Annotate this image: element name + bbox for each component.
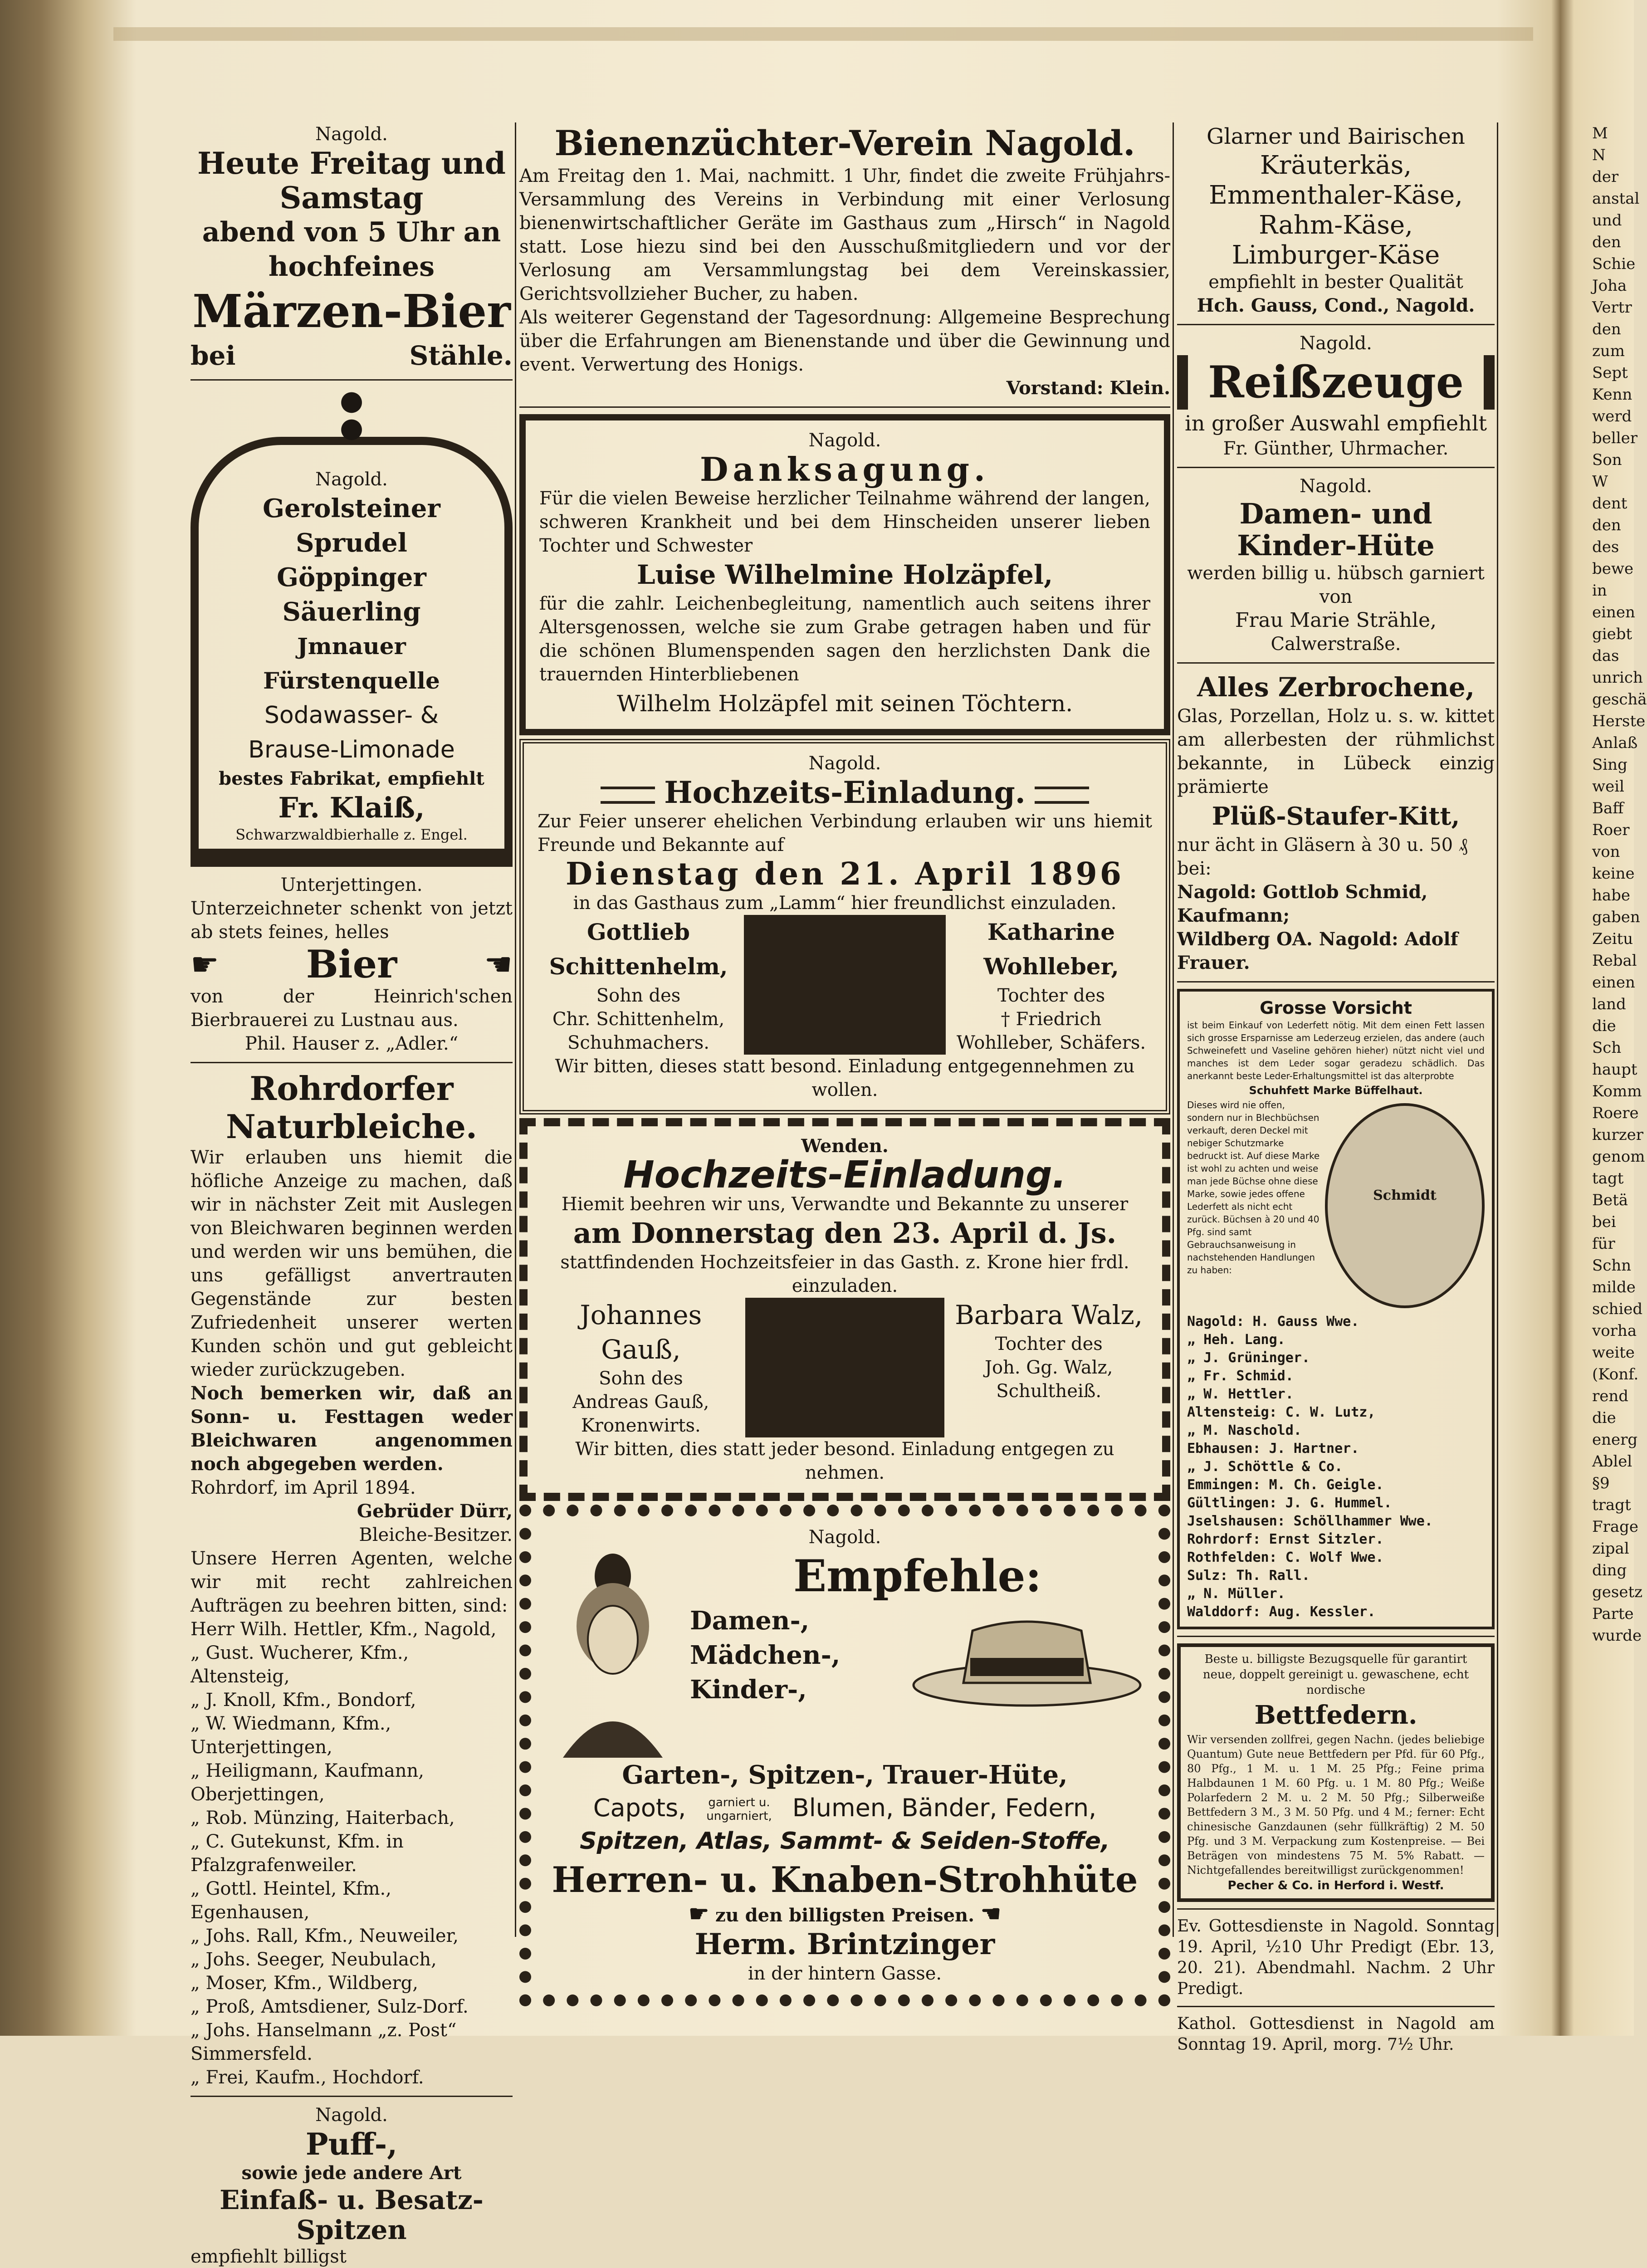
edge-text-fragment: Komm [1592,1082,1642,1100]
ad-date: am Donnerstag den 23. April d. Js. [573,1217,1117,1250]
agent-list-item: „ Johs. Seeger, Neubulach, [191,1949,437,1970]
agent-list-item: „ C. Gutekunst, Kfm. in Pfalzgrafenweiler. [191,1831,404,1876]
ad-line: Sohn des [599,1368,683,1389]
edge-text-fragment: kurzer [1592,1126,1644,1144]
ad-puff [191,2103,513,2268]
edge-text-fragment: unrich [1592,669,1643,687]
edge-text-fragment: schied [1592,1300,1643,1318]
edge-text-fragment: giebt [1592,625,1632,643]
ad-line: Einfaß- u. Besatz-Spitzen [220,2185,484,2245]
ad-line: Garten-, Spitzen-, Trauer-Hüte, [622,1760,1068,1790]
dealer-list-item: Emmingen: M. Ch. Geigle. [1187,1477,1384,1493]
ad-place: Nagold. [315,469,388,490]
dealer-list-item: „ M. Naschold. [1187,1422,1302,1438]
ornament-bar [1035,787,1089,804]
ad-line: Heute Freitag und [197,146,506,181]
ad-title: Puff-, [305,2126,398,2162]
edge-text-fragment: tragt [1592,1496,1631,1514]
ad-signature: Vorstand: Klein. [1006,377,1170,399]
ad-line: abend von 5 Uhr an [202,216,501,248]
edge-text-fragment: beller [1592,429,1638,447]
ad-line: empfiehlt in bester Qualität [1208,272,1463,293]
edge-text-fragment: Vertr [1592,298,1632,317]
edge-text-fragment: des [1592,538,1619,556]
edge-text-fragment: Betä [1592,1191,1628,1209]
edge-text-fragment: Roer [1592,821,1630,839]
edge-text-fragment: einen [1592,603,1635,621]
ad-kaese [1177,122,1495,318]
divider [1177,1636,1495,1637]
ad-title: Bienenzüchter-Verein Nagold. [554,123,1135,163]
ad-line: Damen-, [690,1606,810,1636]
edge-text-fragment: ding [1592,1561,1627,1579]
dealer-list-item: Jselshausen: Schöllhammer Wwe. [1187,1513,1433,1529]
edge-text-fragment: N [1592,146,1606,164]
ad-line: Tochter des [995,1334,1103,1354]
agent-list-item: „ J. Knoll, Kfm., Bondorf, [191,1690,416,1711]
edge-text-fragment: energ [1592,1431,1638,1449]
ad-reisszeuge [1177,332,1495,460]
edge-text-fragment: für [1592,1235,1615,1253]
ad-line: zu den billigsten Preisen. [715,1905,975,1926]
edge-text-fragment: Kenn [1592,386,1632,404]
ad-name: Schuhfett Marke Büffelhaut. [1249,1084,1423,1097]
agent-list-item: „ Gust. Wucherer, Kfm., Altensteig, [191,1642,409,1687]
pointing-hand-icon: ☚ [484,946,513,983]
ad-naturbleiche [191,1070,513,2089]
ad-signature: Fr. Günther, Uhrmacher. [1223,438,1449,459]
divider [744,915,946,1055]
edge-text-fragment: Son [1592,451,1622,469]
divider [1177,324,1495,325]
edge-text-fragment: zipal [1592,1540,1629,1558]
dealer-list-item: Ebhausen: J. Hartner. [1187,1441,1359,1457]
ad-title: Empfehle: [793,1550,1042,1602]
agent-list [191,1618,513,2089]
edge-text-fragment: gaben [1592,908,1640,926]
column-3 [1177,122,1495,2055]
ad-place: Nagold. [808,753,881,774]
ad-line: Beste u. billigste Bezugsquelle für garantirt neue, doppelt gereinigt u. gewaschene, echt nordische [1202,1652,1469,1697]
divider [1177,981,1495,982]
edge-text-fragment: Frage [1592,1518,1638,1536]
divider [519,406,1170,408]
ad-line: Gerolsteiner Sprudel [263,494,440,558]
agent-list-item: „ Rob. Münzing, Haiterbach, [191,1808,455,1828]
ad-place: Nagold. [808,430,881,451]
lady-portrait-icon [545,1549,681,1758]
ad-signature: Pecher & Co. in Herford i. Westf. [1227,1879,1444,1892]
ad-text: Wir versenden zollfrei, gegen Nachn. (jedes beliebige Quantum) Gute neue Bettfedern per Pfd. für 60 Pfg., 80 Pfg., 1 M. u. 1 M. 25 Pfg.; Feine prima Halbdaunen 1 M. 60 Pfg. u. 1 M. 80 Pfg.; Weiße Polarfedern 2 M. u. 2 M. 50 Pfg.; Silberweiße Bettfedern 3 M., 3 M. 50 Pfg. und 4 M.; ferner: Echt chinesische Ganzdaunen (sehr füllkräftig) 2 M. 50 Pfg. und 3 M. Verpackung zum Kostenpreise. — Bei Beträgen von mindestens 75 M. 5% Rabatt. — Nichtgefallendes bereitwilligst zurückgenommen! [1187,1733,1485,1877]
ad-title: Grosse Vorsicht [1260,998,1412,1018]
ad-line: Calwerstraße. [1271,634,1401,655]
edge-text-fragment: anstal [1592,190,1640,208]
edge-text-fragment: zum [1592,342,1625,360]
ad-name: Herm. Brintzinger [694,1927,995,1961]
agent-list-item: „ Heiligmann, Kaufmann, Oberjettingen, [191,1760,425,1805]
couple-names [541,1298,1149,1437]
ad-line: Jmnauer Fürstenquelle [263,633,440,694]
ad-name: Fr. Klaiß, [278,791,425,824]
ad-title: Hochzeits-Einladung. [664,775,1026,810]
edge-text-fragment: von [1592,843,1620,861]
agent-list-item: „ Johs. Rall, Kfm., Neuweiler, [191,1926,459,1946]
dealer-list-item: Rohrdorf: Ernst Sitzler. [1187,1531,1384,1547]
ad-bienenzuechter [519,122,1170,400]
divider [191,849,513,867]
ad-hochzeit-schittenhelm [519,739,1170,1114]
edge-text-fragment: den [1592,320,1621,338]
ad-place: Nagold. [315,124,388,145]
dealer-list-item: Altensteig: C. W. Lutz, [1187,1404,1376,1420]
ad-text: ist beim Einkauf von Lederfett nötig. Mit dem einen Fett lassen sich grosse Ersparnisse am Lederzeug erzielen, das andere (auch Schweinefett und Vaseline gehören hieher) nützt nicht viel und manches ist dem Leder sogar geradezu schädlich. Das anerkannt beste Leder-Erhaltungsmittel ist das alterprobte [1187,1020,1485,1081]
ad-line: Glarner und Bairischen [1207,124,1465,149]
edge-text-fragment: Anlaß [1592,734,1638,752]
ad-name: Luise Wilhelmine Holzäpfel, [636,559,1053,590]
edge-text-fragment: M [1592,124,1608,142]
ad-line: Tochter des [997,985,1105,1006]
pointing-hand-icon: ☚ [980,1900,1001,1927]
notice-kath-gottesdienst: Kathol. Gottesdienst in Nagold am Sonntag 19. April, morg. 7½ Uhr. [1177,2014,1495,2054]
pointing-hand-icon: ☛ [689,1900,709,1927]
dealer-list-item: „ W. Hettler. [1187,1386,1294,1402]
ad-title: Bier [306,942,397,987]
agent-list-item: Herr Wilh. Hettler, Kfm., Nagold, [191,1619,497,1640]
ad-line: Samstag [279,180,424,215]
ad-bier-hauser [191,873,513,1056]
straw-hat-icon [909,1603,1145,1708]
edge-text-fragment: weil [1592,777,1624,796]
ad-line: bestes Fabrikat, empfiehlt [219,768,484,789]
edge-text-fragment: den [1592,233,1621,251]
ad-damenhuete [1177,474,1495,656]
edge-text-fragment: Roere [1592,1104,1639,1122]
ad-line: Kräuterkäs, [1260,151,1412,180]
bride-name: Katharine Wohlleber, [983,919,1119,980]
ad-signature: Gebrüder Dürr, [357,1501,513,1522]
edge-text-fragment: gesetz [1592,1583,1643,1601]
edge-text-fragment: Zeitu [1592,930,1633,948]
ad-line: Nagold: Gottlob Schmid, Kaufmann; [1177,881,1428,926]
ad-signature: Hch. Gauss, Cond., Nagold. [1197,295,1475,316]
ad-text: Wir bitten, dies statt jeder besond. Einladung entgegen zu nehmen. [575,1439,1114,1483]
edge-text-fragment: geschä [1592,690,1647,709]
agent-list-item: „ Moser, Kfm., Wildberg, [191,1973,418,1994]
edge-text-fragment: Rebal [1592,952,1637,970]
divider [1177,662,1495,664]
ad-kitt [1177,670,1495,975]
ad-line: Rahm-Käse, [1259,210,1413,240]
ad-text: Noch bemerken wir, daß an Sonn- u. Festtagen weder Bleichwaren angenommen noch abgegeben werden. [191,1383,513,1475]
edge-text-fragment: werd [1592,407,1632,425]
ad-line: Brause-Limonade [248,736,455,763]
ad-bettfedern [1177,1643,1495,1902]
ad-name: Plüß-Staufer-Kitt, [1212,802,1460,831]
ad-line: empfiehlt billigst [191,2246,347,2267]
ad-text: stattfindenden Hochzeitsfeier in das Gasth. z. Krone hier frdl. einzuladen. [560,1252,1129,1296]
edge-text-fragment: haupt [1592,1061,1637,1079]
notice-ev-gottesdienst: Ev. Gottesdienste in Nagold. Sonntag 19. April, ½10 Uhr Predigt (Ebr. 13, 20. 21). Abendmahl. Nachm. 2 Uhr Predigt. [1177,1917,1495,1998]
edge-text-fragment: Schie [1592,255,1636,273]
edge-text-fragment: dent [1592,494,1627,513]
ad-danksagung [519,414,1170,735]
ad-place: Nagold. [315,2105,388,2126]
agent-list-item: „ Frei, Kaufm., Hochdorf. [191,2067,424,2088]
ad-line: in der hintern Gasse. [748,1963,942,1984]
page-edge-shadow [113,27,1533,41]
edge-text-fragment: land [1592,995,1626,1013]
ad-place: Nagold. [1300,476,1372,497]
ad-line: Sohn des [596,985,681,1006]
ad-title: Kinder-Hüte [1237,529,1435,562]
ad-date: Rohrdorf, im April 1894. [191,1477,416,1498]
ad-line: Herren- u. Knaben-Strohhüte [552,1859,1138,1901]
ad-line: in großer Auswahl empfiehlt [1185,411,1487,435]
edge-text-fragment: der [1592,168,1619,186]
dealer-list-item: „ Fr. Schmid. [1187,1368,1294,1384]
ad-line: Joh. Gg. Walz, Schultheiß. [984,1357,1113,1402]
edge-text-fragment: die [1592,1017,1616,1035]
column-rule [1173,122,1174,1937]
edge-text-fragment: Herste [1592,712,1646,730]
groom-name: Gottlieb Schittenhelm, [549,919,728,980]
ad-place: Nagold. [1300,333,1372,354]
edge-text-fragment: bewe [1592,560,1634,578]
ad-text: von der Heinrich'schen Bierbrauerei zu Lustnau aus. [191,986,513,1031]
ad-line: † Friedrich Wohlleber, Schäfers. [956,1009,1146,1053]
divider [191,379,513,381]
edge-text-fragment: Joha [1592,277,1627,295]
ad-line: Kinder-, [690,1675,807,1705]
edge-text-fragment: §9 [1592,1474,1610,1492]
divider [191,1062,513,1063]
agent-list-item: „ Gottl. Heintel, Kfm., Egenhausen, [191,1878,391,1923]
ad-line: hochfeines [268,251,435,283]
edge-text-fragment: die [1592,1409,1616,1427]
ad-line: Göppinger Säuerling [277,562,426,627]
bride-name: Barbara Walz, [955,1300,1143,1330]
dealer-list-item: „ Heh. Lang. [1187,1332,1285,1348]
edge-text-fragment: Schn [1592,1256,1632,1275]
ornament-bar [601,787,655,804]
ad-line: garniert u. ungarniert, [706,1796,772,1823]
ad-line: Spitzen, Atlas, Sammt- & Seiden-Stoffe, [580,1828,1110,1855]
column-rule [1497,122,1498,1937]
edge-text-fragment: tagt [1592,1169,1624,1188]
edge-text-fragment: Ablel [1592,1452,1632,1471]
column-2 [519,122,1170,2010]
ad-title: Damen- und [1239,497,1432,530]
edge-text-fragment: den [1592,516,1621,534]
ad-line: Mädchen-, [690,1640,841,1670]
dealer-list-item: Sulz: Th. Rall. [1187,1568,1310,1584]
ad-title: Hochzeits-Einladung. [623,1154,1066,1197]
divider [191,2096,513,2097]
dealer-list-item: „ J. Grüninger. [1187,1350,1310,1366]
edge-text-fragment: W [1592,473,1608,491]
edge-text-fragment: habe [1592,886,1631,904]
ad-line: Schwarzwaldbierhalle z. Engel. [235,826,468,843]
ad-text: Als weiterer Gegenstand der Tagesordnung: Allgemeine Besprechung über die Erfahrungen am Bienenstande und über die Gewinnung und event. Verwertung des Honigs. [519,307,1170,375]
ad-sprudel [191,437,513,849]
edge-text-fragment: (Konf. [1592,1365,1639,1383]
ad-empfehle-hute [519,1505,1170,2006]
edge-text-fragment: Sch [1592,1039,1622,1057]
dealer-list [1187,1313,1485,1621]
edge-text-fragment: rend [1592,1387,1629,1405]
edge-text-fragment: in [1592,582,1607,600]
ad-line: Limburger-Käse [1232,240,1440,270]
ad-text: nur ächt in Gläsern à 30 u. 50 ₰ bei: [1177,835,1468,879]
ad-text: in das Gasthaus zum „Lamm“ hier freundlichst einzuladen. [573,893,1117,914]
ad-line: Chr. Schittenhelm, Schuhmachers. [552,1009,725,1053]
edge-text-fragment: milde [1592,1278,1636,1296]
ad-title: Bettfedern. [1254,1700,1417,1730]
dealer-list-item: „ J. Schöttle & Co. [1187,1459,1343,1475]
ad-text: Hiemit beehren wir uns, Verwandte und Bekannte zu unserer [561,1194,1129,1215]
edge-text-fragment: weite [1592,1344,1635,1362]
ad-line: werden billig u. hübsch garniert von [1187,563,1485,607]
ad-line: Wildberg OA. Nagold: Adolf Frauer. [1177,929,1458,973]
divider [1177,2006,1495,2007]
dealer-list-item: Nagold: H. Gauss Wwe. [1187,1314,1359,1330]
stamp-label: Schmidt [1373,1188,1437,1203]
ad-text: Für die vielen Beweise herzlicher Teilnahme während der langen, schweren Krankheit und bei dem Hinscheiden unserer lieben Tochter und Schwester [539,488,1150,556]
ad-line: bei [191,340,236,371]
edge-text-fragment: und [1592,211,1622,230]
ad-signature: Wilhelm Holzäpfel mit seinen Töchtern. [616,690,1073,717]
dealer-list-item: Rothfelden: C. Wolf Wwe. [1187,1549,1384,1565]
groom-name: Johannes Gauß, [580,1300,702,1365]
trademark-stamp-icon [1325,1103,1485,1308]
agent-list-item: „ Proß, Amtsdiener, Sulz-Dorf. [191,1996,469,2017]
edge-text-fragment: bei [1592,1213,1616,1231]
edge-text-fragment: Parte [1592,1605,1634,1623]
ad-place: Nagold. [808,1527,881,1548]
ad-line: Andreas Gauß, Kronenwirts. [572,1392,709,1436]
right-page-edge-text [1592,122,1647,1647]
ad-text: Zur Feier unserer ehelichen Verbindung erlauben wir uns hiemit Freunde und Bekannte auf [538,811,1152,855]
ad-text: Dieses wird nie offen, sondern nur in Blechbüchsen verkauft, deren Deckel mit nebiger Schutzmarke bedruckt ist. Auf diese Marke ist wohl zu achten und weise man jede Büchse ohne diese Marke, sowie jedes offene Lederfett als nicht echt zurück. Büchsen à 20 und 40 Pfg. sind samt Gebrauchsanweisung in nachstehenden Handlungen zu haben: [1187,1100,1320,1276]
edge-text-fragment: keine [1592,865,1635,883]
dealer-list-item: Walddorf: Aug. Kessler. [1187,1604,1376,1620]
ad-title: Naturbleiche. [226,1107,477,1146]
ad-text: Unterzeichneter schenkt von jetzt ab stets feines, helles [191,898,513,943]
divider [1177,1908,1495,1910]
ad-text: für die zahlr. Leichenbegleitung, namentlich auch seitens ihrer Altersgenossen, welche sie zum Grabe getragen haben und für die schönen Blumenspenden sagen den herzlichsten Dank die trauernden Hinterbliebenen [539,593,1150,685]
ad-line: Sodawasser- & [264,702,439,729]
edge-text-fragment: das [1592,647,1619,665]
agent-list-item: „ W. Wiedmann, Kfm., Unterjettingen, [191,1713,391,1758]
ad-title: Märzen-Bier [192,284,511,338]
ad-place: Unterjettingen. [280,875,423,895]
ad-title: Reißzeuge [1177,355,1495,410]
ad-text: Wir erlauben uns hiemit die höfliche Anzeige zu machen, daß wir in nächster Zeit mit Auslegen von Bleichwaren beginnen werden und werden wir uns bemühen, die uns gefälligst anvertrauten Gegenstände zur besten Zufriedenheit unserer werten Kunden schön und gut gebleicht wieder zurückzugeben. [191,1147,513,1380]
divider [1177,467,1495,468]
pointing-hand-icon: ☛ [191,946,219,983]
ad-text: Unsere Herren Agenten, welche wir mit recht zahlreichen Aufträgen zu beehren bitten, sind: [191,1548,513,1616]
couple-names [538,915,1152,1055]
dealer-list-item: Gültlingen: J. G. Hummel. [1187,1495,1392,1511]
column-1 [191,122,513,2268]
column-rule [515,122,516,1937]
ad-lederfett [1177,989,1495,1629]
ad-signature: Phil. Hauser z. „Adler.“ [244,1033,459,1054]
ad-maerzen-bier [191,122,513,373]
ornament-icon: ● ● [339,385,364,444]
ad-name: Stähle. [409,340,513,371]
ad-date: Dienstag den 21. April 1896 [565,856,1124,892]
ad-text: Am Freitag den 1. Mai, nachmitt. 1 Uhr, findet die zweite Frühjahrs-Versammlung des Vereins in Verbindung mit einer Verlosung bienenwirtschaftlicher Geräte im Gasthaus zum „Hirsch“ in Nagold statt. Lose hiezu sind bei den Ausschußmitgliedern und vor der Verlosung am Versammlungstag bei dem Vereinskassier, Gerichtsvollzieher Bucher, zu haben. [519,166,1170,304]
ad-place: Wenden. [801,1135,889,1157]
ad-line: Emmenthaler-Käse, [1209,181,1463,210]
ad-signature: Bleiche-Besitzer. [359,1525,513,1545]
edge-text-fragment: Sept [1592,364,1628,382]
ad-title: Rohrdorfer [249,1069,454,1108]
dealer-list-item: „ N. Müller. [1187,1586,1285,1602]
ad-line: Blumen, Bänder, Federn, [792,1794,1097,1822]
ad-name: Frau Marie Strähle, [1235,609,1437,632]
ad-title: Danksagung. [700,450,990,489]
edge-text-fragment: einen [1592,973,1635,992]
ad-hochzeit-gauss [519,1118,1170,1501]
ad-line: sowie jede andere Art [241,2162,462,2184]
edge-text-fragment: genom [1592,1148,1645,1166]
edge-text-fragment: wurde [1592,1627,1642,1645]
ad-text: Glas, Porzellan, Holz u. s. w. kittet am allerbesten der rühmlichst bekannte, in Lübeck einzig prämierte [1177,706,1495,797]
ad-title: Alles Zerbrochene, [1197,672,1475,703]
agent-list-item: „ Johs. Hanselmann „z. Post“ Simmersfeld. [191,2020,457,2064]
ad-line: Capots, [593,1794,686,1822]
edge-text-fragment: Baff [1592,799,1624,817]
edge-text-fragment: Sing [1592,756,1627,774]
ad-text: Wir bitten, dieses statt besond. Einladung entgegennehmen zu wollen. [555,1056,1135,1100]
edge-text-fragment: vorha [1592,1322,1637,1340]
divider [745,1298,945,1437]
